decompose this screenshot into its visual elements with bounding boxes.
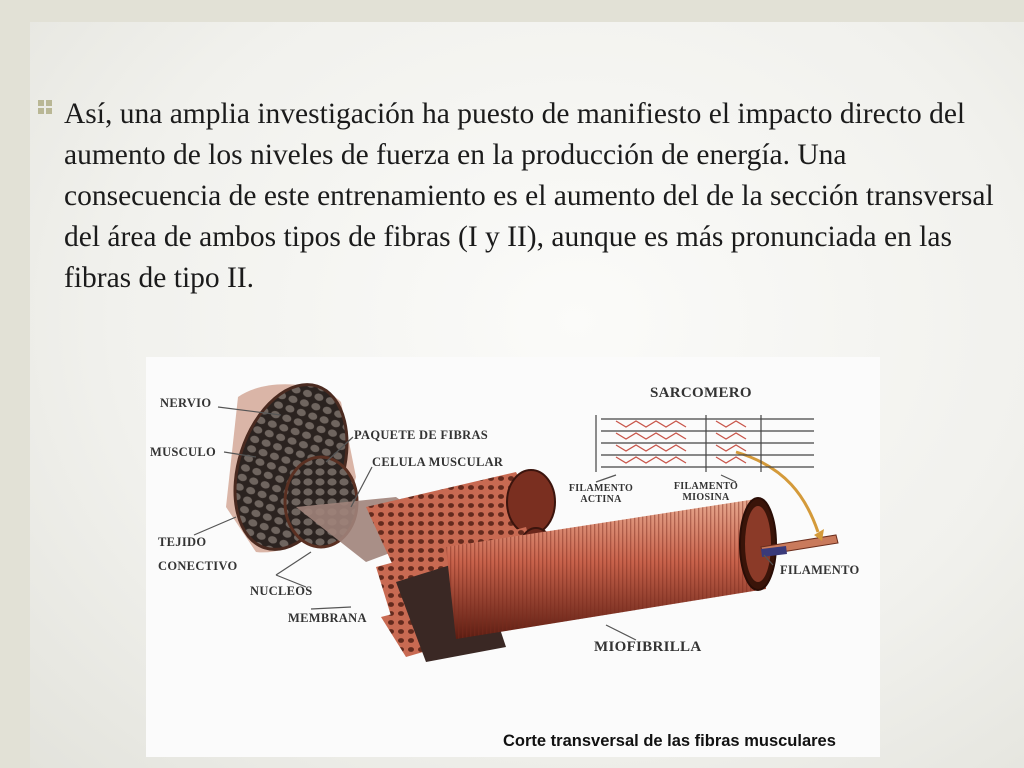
label-filamento-miosina-line1: FILAMENTO bbox=[673, 481, 739, 492]
label-tejido: TEJIDO bbox=[158, 535, 207, 549]
label-membrana: MEMBRANA bbox=[288, 611, 367, 625]
label-conectivo: CONECTIVO bbox=[158, 559, 238, 573]
label-celula-muscular: CELULA MUSCULAR bbox=[372, 455, 504, 469]
label-filamento: FILAMENTO bbox=[780, 563, 860, 577]
label-musculo: MUSCULO bbox=[150, 445, 216, 459]
label-filamento-miosina bbox=[671, 481, 741, 503]
label-nervio: NERVIO bbox=[160, 396, 212, 410]
label-miofibrilla: MIOFIBRILLA bbox=[594, 639, 702, 655]
label-filamento-actina-line1: FILAMENTO bbox=[568, 483, 634, 494]
muscle-diagram bbox=[146, 357, 880, 757]
label-nucleos: NUCLEOS bbox=[250, 584, 313, 598]
label-sarcomero: SARCOMERO bbox=[650, 385, 752, 401]
label-filamento-actina bbox=[566, 483, 636, 505]
slide-paragraph: Así, una amplia investigación ha puesto de manifiesto el impacto directo del aumento de los niveles de fuerza en la producción de energía. Una consecuencia de este entrenamiento es el aumento del de la sección transversal del área de ambos tipos de fibras (I y II), aunque es más pronunciada en las fibras de tipo II. bbox=[64, 98, 994, 294]
label-paquete-de-fibras: PAQUETE DE FIBRAS bbox=[354, 428, 489, 442]
bullet-icon bbox=[38, 100, 52, 114]
figure-caption: Corte transversal de las fibras musculares bbox=[503, 732, 836, 750]
muscle-illustration bbox=[146, 357, 880, 757]
label-filamento-miosina-line2: MIOSINA bbox=[682, 492, 730, 503]
label-filamento-actina-line2: ACTINA bbox=[580, 494, 622, 505]
